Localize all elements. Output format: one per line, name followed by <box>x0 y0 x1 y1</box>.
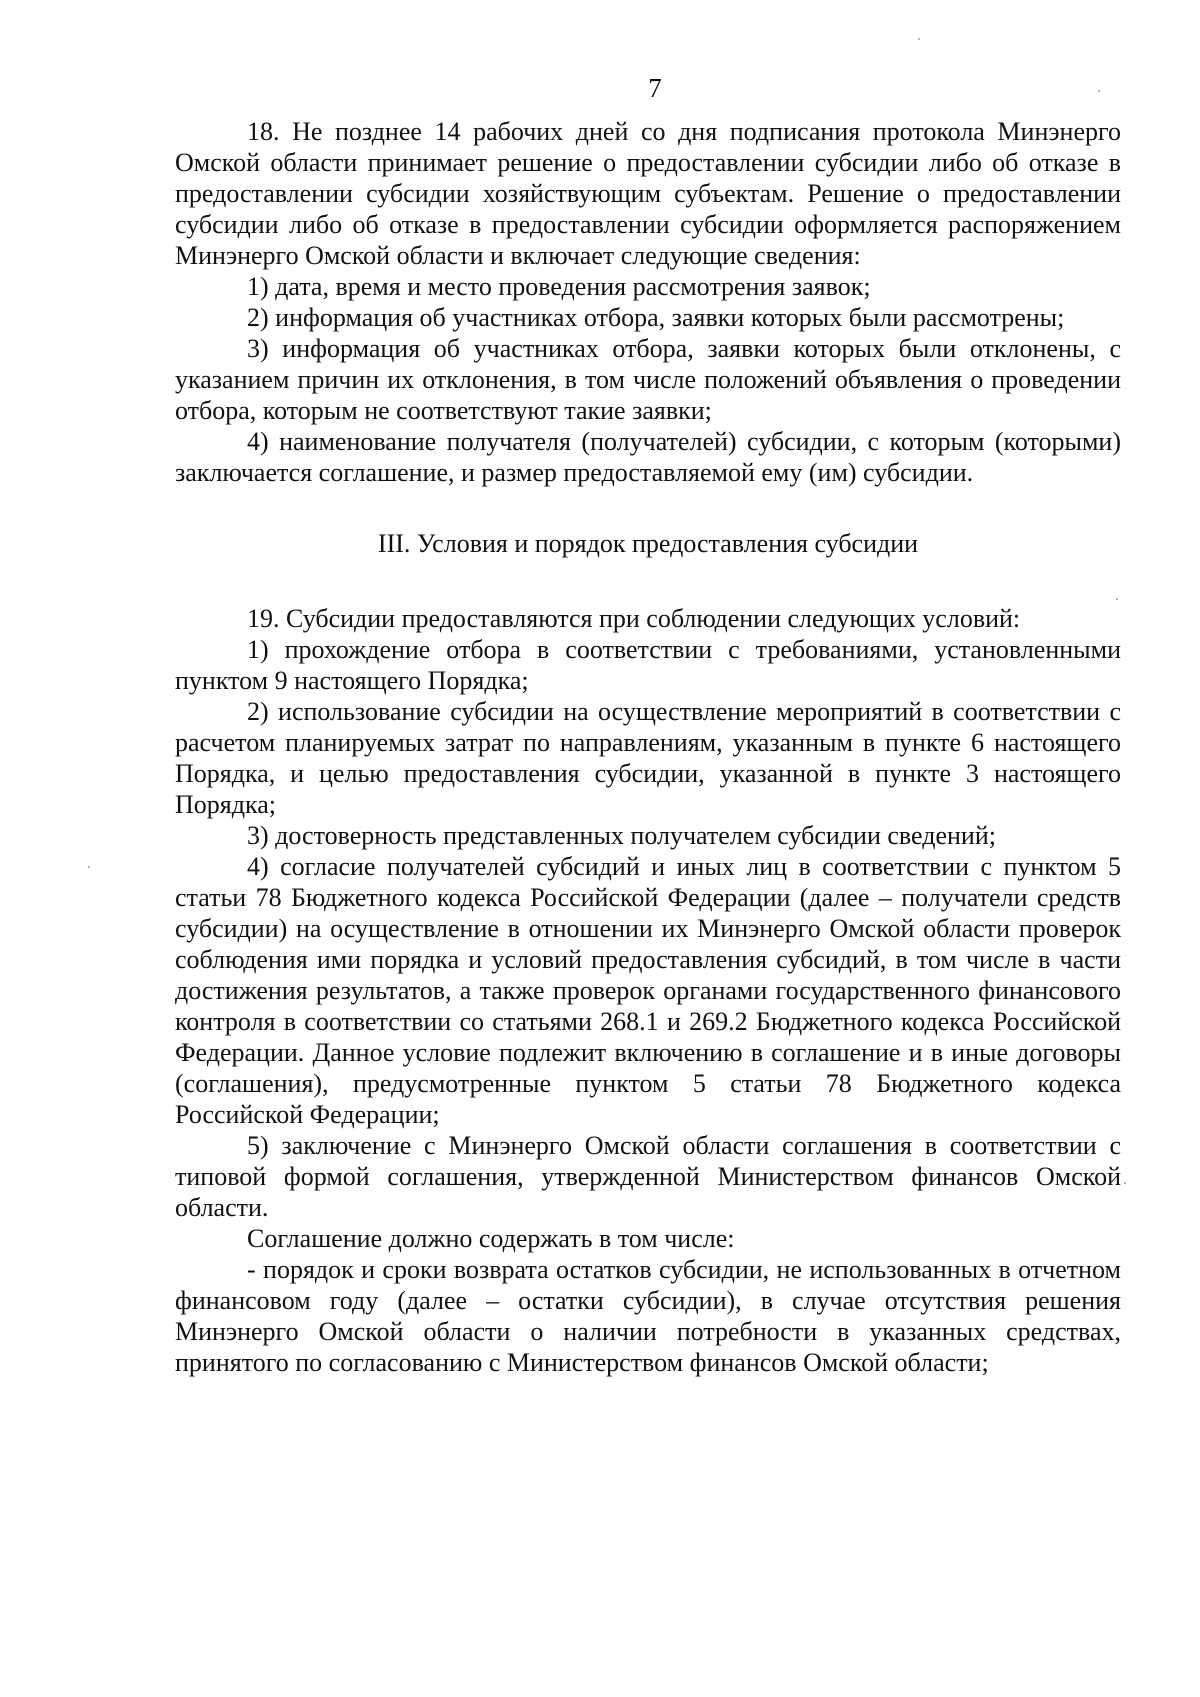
list-item-19-1: 1) прохождение отбора в соответствии с требованиями, установленными пунктом 9 настоящего Порядка; <box>175 635 1121 695</box>
list-item-19-2: 2) использование субсидии на осуществление мероприятий в соответствии с расчетом планируемых затрат по направлениям, указанным в пункте 6 настоящего Порядка, и целью предоставления субсидии, указанной в пункте 3 настоящего Порядка; <box>175 697 1121 819</box>
list-item-18-1: 1) дата, время и место проведения рассмотрения заявок; <box>247 272 871 301</box>
paragraph-18: 18. Не позднее 14 рабочих дней со дня подписания протокола Минэнерго Омской области принимает решение о предоставлении субсидии либо об отказе в предоставлении субсидии хозяйствующим субъектам. Решение о предоставлении субсидии либо об отказе в предоставлении субсидии оформляется распоряжением Минэнерго Омской области и включает следующие сведения: <box>175 117 1121 270</box>
document-body <box>175 116 1121 1378</box>
scan-speck <box>88 866 90 868</box>
section-title: III. Условия и порядок предоставления субсидии <box>377 529 919 558</box>
scan-speck <box>1116 598 1118 600</box>
page-number: 7 <box>648 73 662 103</box>
list-item-19-4: 4) согласие получателей субсидий и иных лиц в соответствии с пунктом 5 статьи 78 Бюджетного кодекса Российской Федерации (далее – получатели средств субсидии) на осуществление в отношении их Минэнерго Омской области проверок соблюдения ими порядка и условий предоставления субсидий, в том числе в части достижения результатов, а также проверок органами государственного финансового контроля в соответствии со статьями 268.1 и 269.2 Бюджетного кодекса Российской Федерации. Данное условие подлежит включению в соглашение и в иные договоры (соглашения), предусмотренные пунктом 5 статьи 78 Бюджетного кодекса Российской Федерации; <box>175 852 1121 1129</box>
scan-speck <box>1098 90 1100 92</box>
list-item-19-5: 5) заключение с Минэнерго Омской области соглашения в соответствии с типовой формой соглашения, утвержденной Министерством финансов Омской области. <box>175 1131 1121 1222</box>
agreement-intro: Соглашение должно содержать в том числе: <box>247 1224 735 1253</box>
paragraph-19: 19. Субсидии предоставляются при соблюдении следующих условий: <box>247 604 1021 633</box>
list-item-18-4: 4) наименование получателя (получателей) субсидии, с которым (которыми) заключается соглашение, и размер предоставляемой ему (им) субсидии. <box>175 427 1121 487</box>
list-item-19-3: 3) достоверность представленных получателем субсидии сведений; <box>247 821 996 850</box>
list-item-18-2: 2) информация об участниках отбора, заявки которых были рассмотрены; <box>247 303 1065 332</box>
scan-speck <box>918 38 920 40</box>
list-item-18-3: 3) информация об участниках отбора, заявки которых были отклонены, с указанием причин их отклонения, в том числе положений объявления о проведении отбора, которым не соответствуют такие заявки; <box>175 334 1121 425</box>
agreement-item-1: - порядок и сроки возврата остатков субсидии, не использованных в отчетном финансовом году (далее – остатки субсидии), в случае отсутствия решения Минэнерго Омской области о наличии потребности в указанных средствах, принятого по согласованию с Министерством финансов Омской области; <box>175 1255 1121 1377</box>
scan-speck <box>1124 1182 1126 1184</box>
